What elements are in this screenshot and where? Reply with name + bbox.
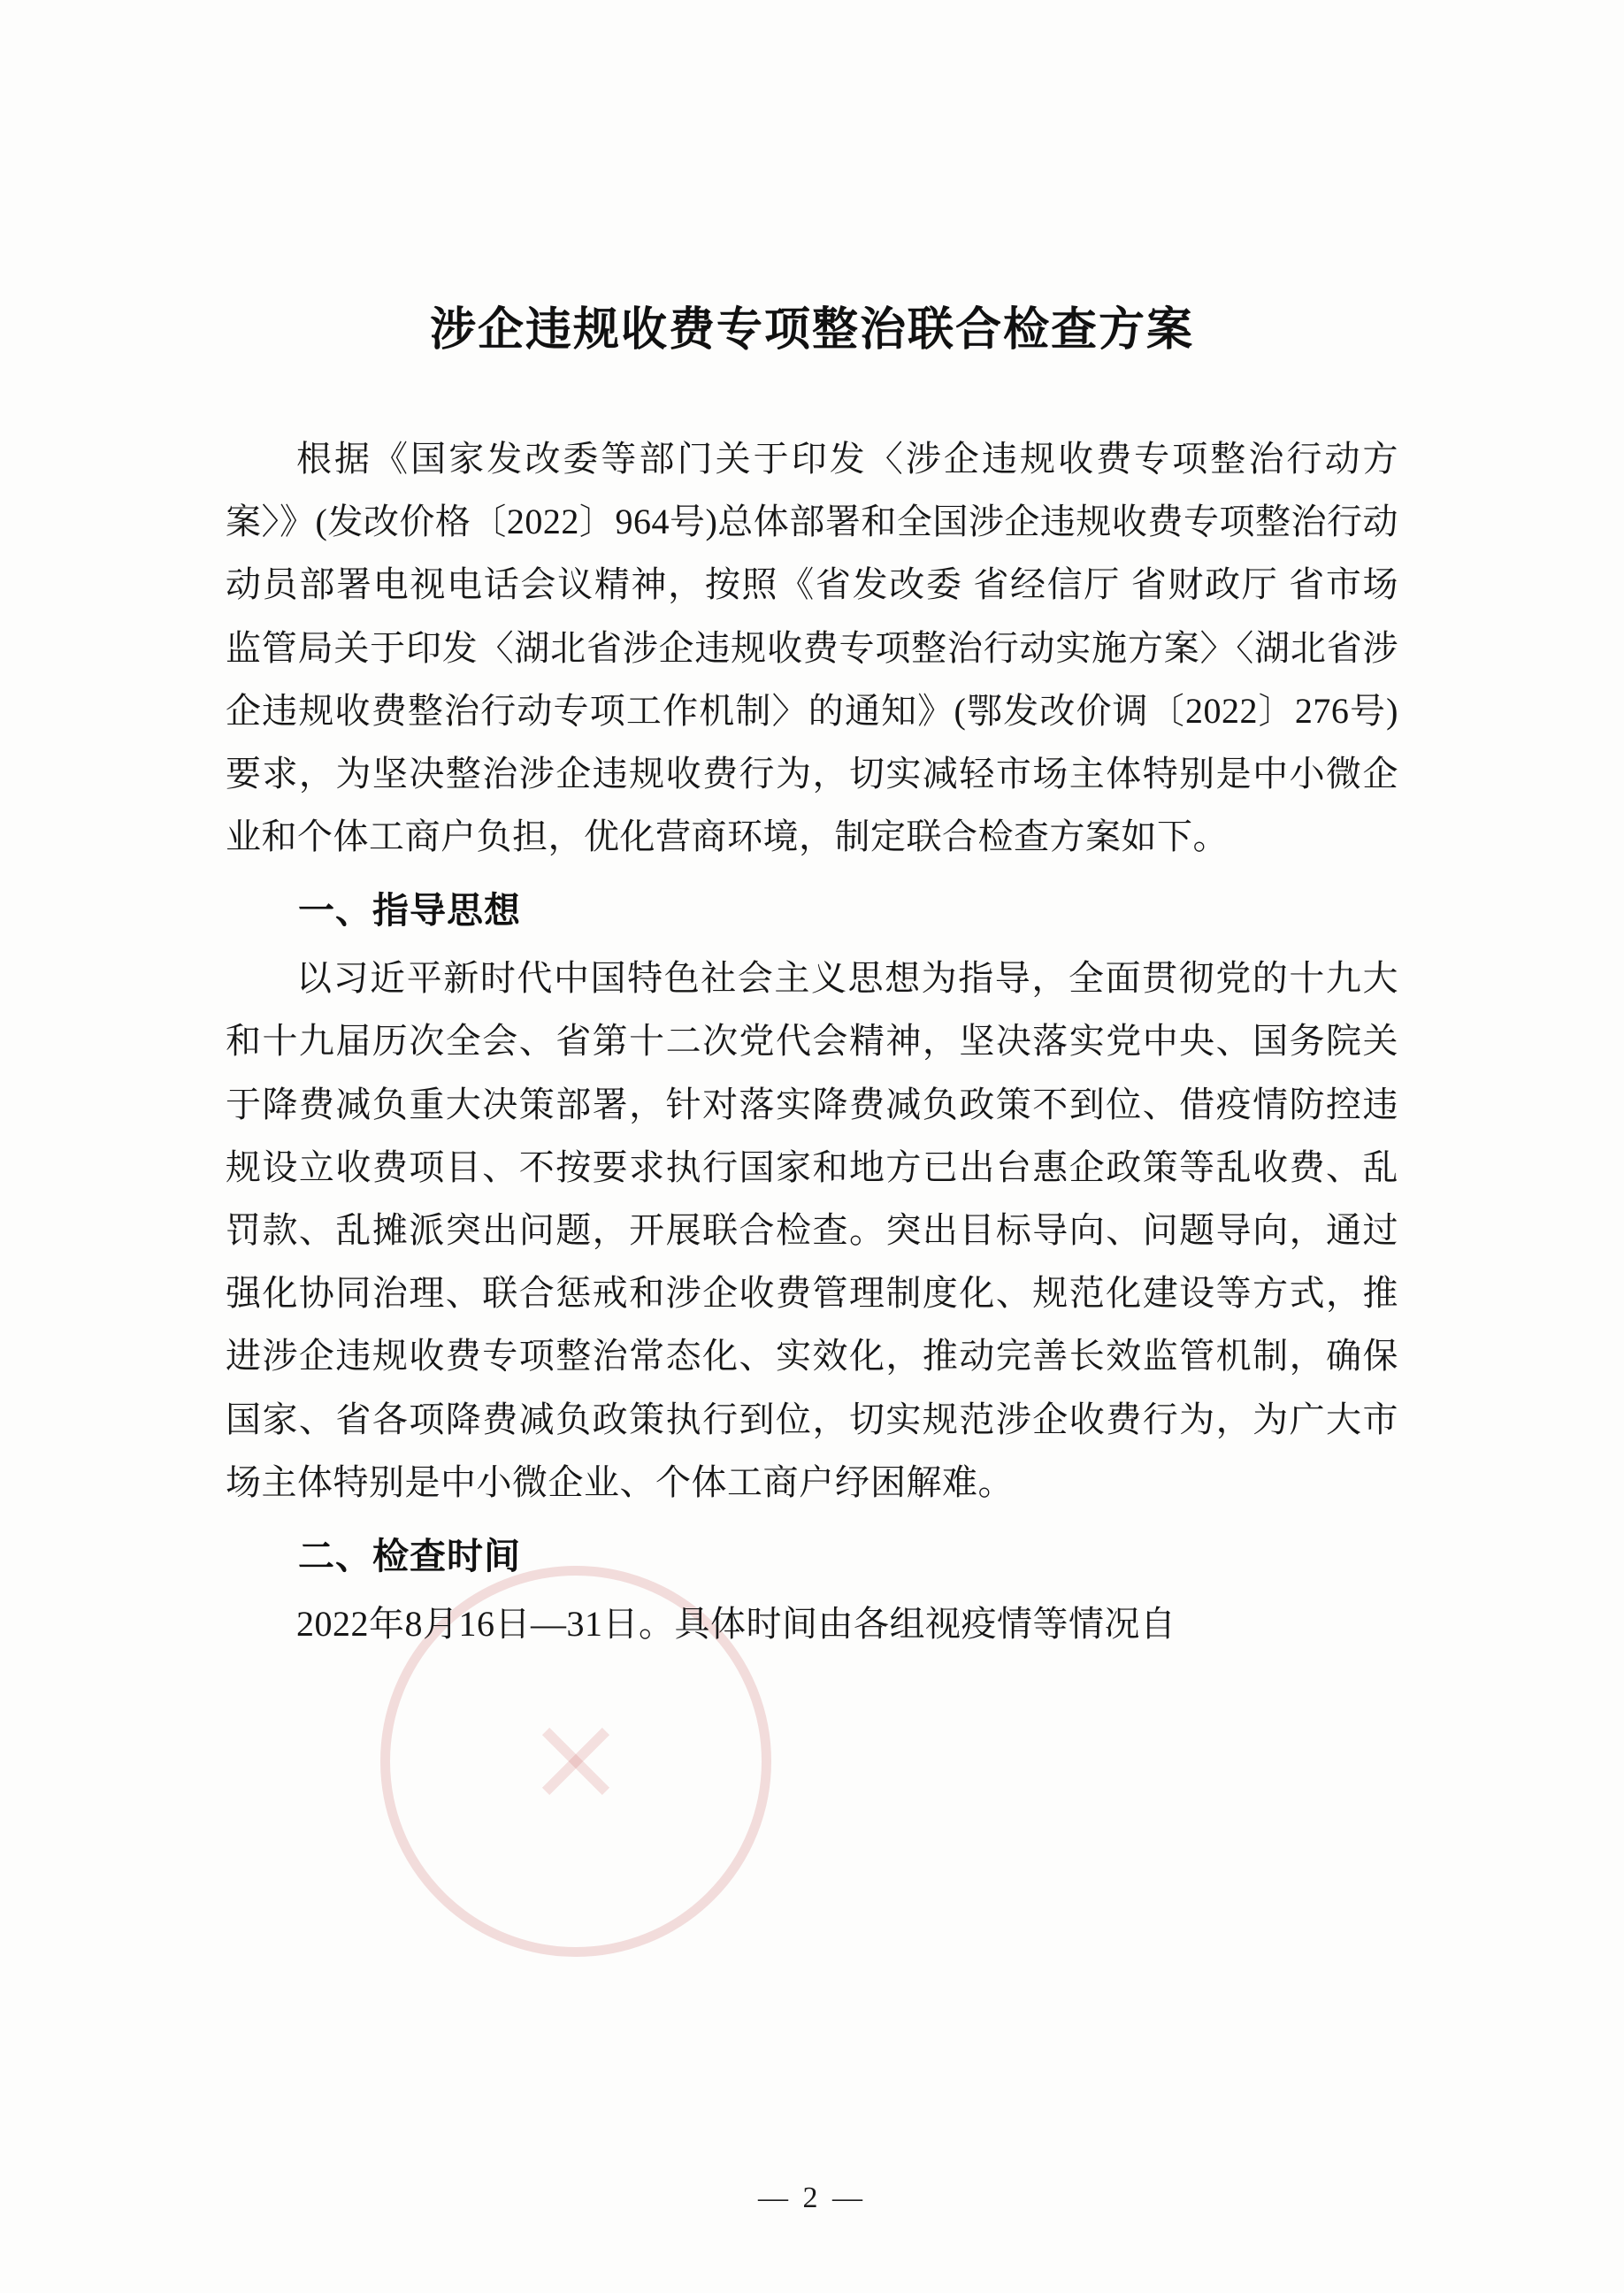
page-title: 涉企违规收费专项整治联合检查方案 bbox=[429, 303, 1194, 357]
paragraph-guiding-ideology: 以习近平新时代中国特色社会主义思想为指导，全面贯彻党的十九大和十九届历次全会、省第十二次党代会精神，坚决落实党中央、国务院关于降费减负重大决策部署，针对落实降费减负政策不到位、借疫情防控违规设立收费项目、不按要求执行国家和地方已出台惠企政策等乱收费、乱罚款、乱摊派突出问题，开展联合检查。突出目标导向、问题导向，通过强化协同治理、联合惩戒和涉企收费管理制度化、规范化建设等方式，推进涉企违规收费专项整治常态化、实效化，推动完善长效监管机制，确保国家、省各项降费减负政策执行到位，切实规范涉企收费行为，为广大市场主体特别是中小微企业、个体工商户纾困解难。 bbox=[226, 958, 1398, 1502]
section-heading-guiding-ideology: 一、指导思想 bbox=[298, 889, 521, 932]
page-number: — 2 — bbox=[758, 2182, 866, 2214]
paragraph-intro: 根据《国家发改委等部门关于印发〈涉企违规收费专项整治行动方案〉》(发改价格〔2022〕964号)总体部署和全国涉企违规收费专项整治行动动员部署电视电话会议精神，按照《省发改委 省经信厅 省财政厅 省市场监管局关于印发〈湖北省涉企违规收费专项整治行动实施方案〉〈湖北省涉企违规收费整治行动专项工作机制〉的通知》(鄂发改价调〔2022〕276号)要求，为坚决整治涉企违规收费行为，切实减轻市场主体特别是中小微企业和个体工商户负担，优化营商环境，制定联合检查方案如下。 bbox=[226, 439, 1398, 857]
section-heading-inspection-time: 二、检查时间 bbox=[298, 1534, 521, 1577]
paragraph-inspection-time: 2022年8月16日—31日。具体时间由各组视疫情等情况自 bbox=[296, 1603, 1176, 1644]
